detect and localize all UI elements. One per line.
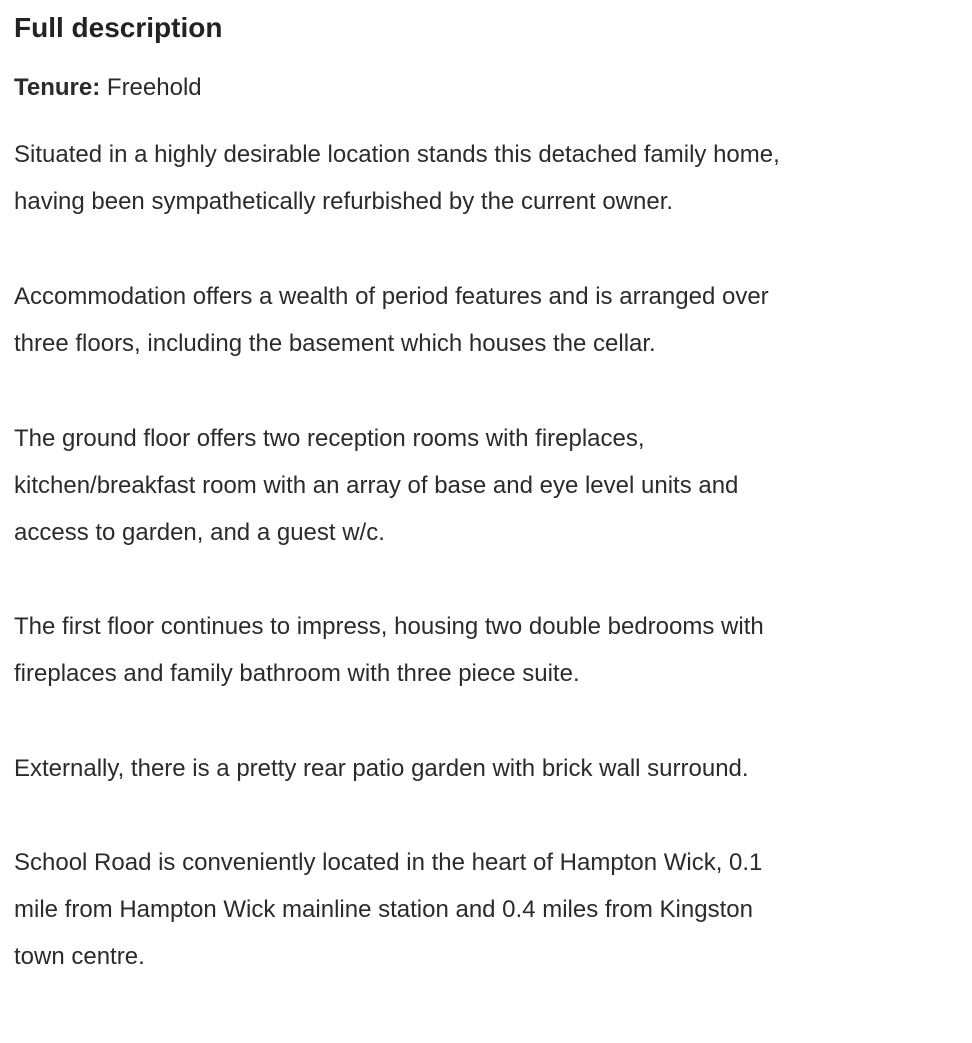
paragraph-line: The first floor continues to impress, housing two double bedrooms with <box>14 613 764 640</box>
paragraph-line: mile from Hampton Wick mainline station and 0.4 miles from Kingston <box>14 896 753 923</box>
description-paragraph-exterior <box>14 745 958 792</box>
description-paragraph-location <box>14 839 958 980</box>
tenure-label: Tenure: <box>14 74 101 101</box>
paragraph-line: Situated in a highly desirable location stands this detached family home, <box>14 141 780 168</box>
description-paragraph-accommodation <box>14 273 958 367</box>
paragraph-line: three floors, including the basement which houses the cellar. <box>14 330 656 357</box>
paragraph-line: access to garden, and a guest w/c. <box>14 519 385 546</box>
paragraph-line: kitchen/breakfast room with an array of base and eye level units and <box>14 472 739 499</box>
tenure-line <box>14 72 958 104</box>
paragraph-line: town centre. <box>14 943 145 970</box>
paragraph-line: School Road is conveniently located in the heart of Hampton Wick, 0.1 <box>14 849 763 876</box>
paragraph-line: having been sympathetically refurbished by the current owner. <box>14 188 674 215</box>
paragraph-line: fireplaces and family bathroom with three piece suite. <box>14 660 580 687</box>
description-paragraph-situation <box>14 131 958 225</box>
paragraph-line: Accommodation offers a wealth of period features and is arranged over <box>14 283 769 310</box>
paragraph-line: The ground floor offers two reception rooms with fireplaces, <box>14 425 645 452</box>
description-paragraph-ground-floor <box>14 415 958 556</box>
description-paragraph-first-floor <box>14 603 958 697</box>
paragraph-line: Externally, there is a pretty rear patio garden with brick wall surround. <box>14 755 749 782</box>
tenure-value: Freehold <box>106 74 202 101</box>
section-heading: Full description <box>14 12 223 43</box>
